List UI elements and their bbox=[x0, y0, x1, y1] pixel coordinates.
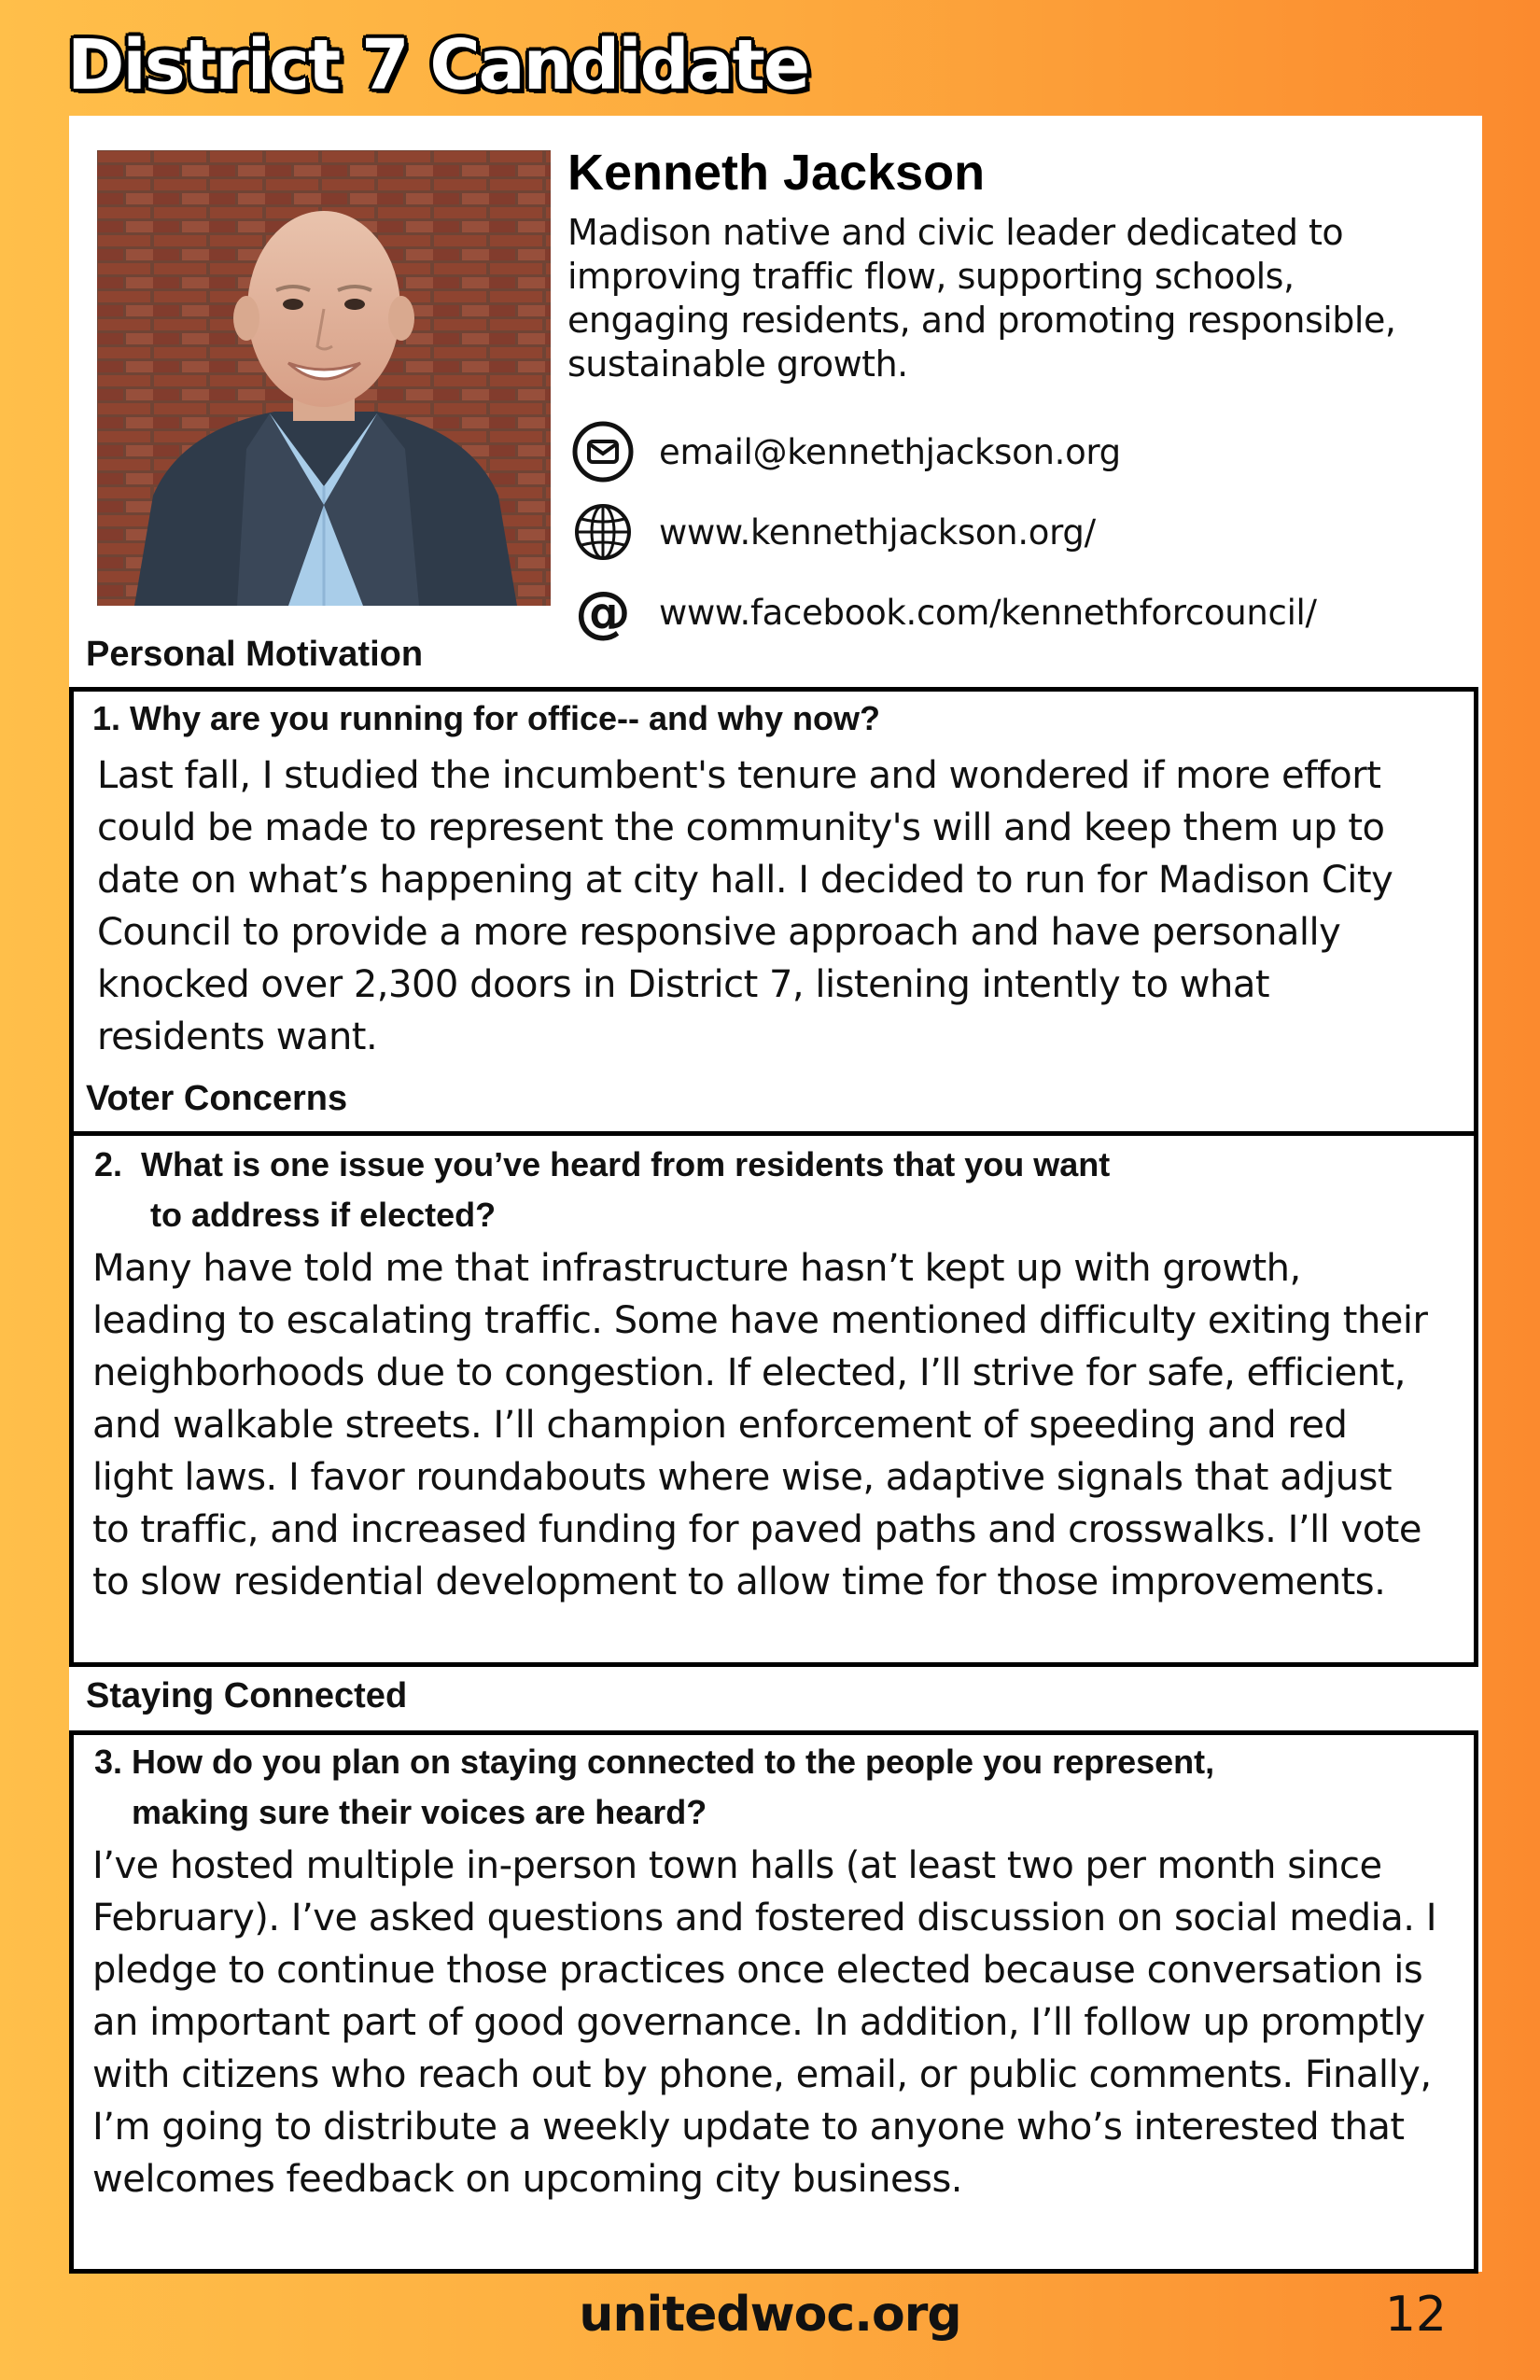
answer-line: Last fall, I studied the incumbent's tenure and wondered if more effort bbox=[97, 754, 1381, 797]
answer-line: pledge to continue those practices once elected because conversation is bbox=[92, 1949, 1423, 1992]
answer-line: residents want. bbox=[97, 1015, 378, 1058]
answer-line: welcomes feedback on upcoming city business. bbox=[92, 2158, 963, 2201]
answer-3 bbox=[92, 1840, 1436, 2205]
answer-line: light laws. I favor roundabouts where wise, adaptive signals that adjust bbox=[92, 1456, 1393, 1499]
contact-website[interactable] bbox=[569, 497, 1465, 567]
question-3 bbox=[94, 1737, 1214, 1838]
at-icon bbox=[569, 579, 637, 646]
page-number: 12 bbox=[1384, 2287, 1447, 2343]
contact-email-text[interactable]: email@kennethjackson.org bbox=[659, 431, 1121, 472]
candidate-name: Kenneth Jackson bbox=[567, 145, 986, 201]
answer-line: Many have told me that infrastructure hasn’t kept up with growth, bbox=[92, 1247, 1301, 1290]
page-title: District 7 Candidate bbox=[67, 25, 809, 105]
answer-line: to slow residential development to allow time for those improvements. bbox=[92, 1561, 1386, 1603]
svg-text:@: @ bbox=[575, 580, 631, 645]
candidate-card bbox=[69, 116, 1482, 2272]
globe-icon bbox=[569, 498, 637, 566]
bio-line: sustainable growth. bbox=[567, 343, 908, 385]
answer-line: with citizens who reach out by phone, email, or public comments. Finally, bbox=[92, 2053, 1432, 2096]
answer-line: and walkable streets. I’ll champion enforcement of speeding and red bbox=[92, 1404, 1348, 1447]
contact-facebook-text[interactable]: www.facebook.com/kennethforcouncil/ bbox=[659, 592, 1317, 633]
section-label-staying-connected: Staying Connected bbox=[86, 1676, 408, 1715]
question-line: to address if elected? bbox=[94, 1196, 497, 1234]
answer-line: an important part of good governance. In addition, I’ll follow up promptly bbox=[92, 2001, 1425, 2044]
answer-line: to traffic, and increased funding for paved paths and crosswalks. I’ll vote bbox=[92, 1508, 1421, 1551]
question-box-3 bbox=[69, 1730, 1478, 2274]
section-label-personal-motivation: Personal Motivation bbox=[86, 635, 424, 674]
answer-line: February). I’ve asked questions and fostered discussion on social media. I bbox=[92, 1897, 1437, 1939]
question-line: 1. Why are you running for office-- and why now? bbox=[92, 699, 881, 737]
answer-line: I’ve hosted multiple in-person town halls (at least two per month since bbox=[92, 1844, 1382, 1887]
question-1 bbox=[92, 693, 880, 744]
answer-2 bbox=[92, 1242, 1427, 1608]
contact-facebook[interactable] bbox=[569, 577, 1465, 648]
answer-line: could be made to represent the community's will and keep them up to bbox=[97, 806, 1385, 849]
email-icon bbox=[569, 418, 637, 485]
bio-line: improving traffic flow, supporting schools, bbox=[567, 256, 1295, 297]
bio-line: engaging residents, and promoting responsible, bbox=[567, 300, 1396, 341]
contact-website-text[interactable]: www.kennethjackson.org/ bbox=[659, 511, 1096, 553]
answer-line: leading to escalating traffic. Some have mentioned difficulty exiting their bbox=[92, 1299, 1428, 1342]
answer-line: neighborhoods due to congestion. If elected, I’ll strive for safe, efficient, bbox=[92, 1351, 1406, 1394]
contact-email[interactable] bbox=[569, 416, 1465, 487]
answer-1 bbox=[97, 749, 1393, 1063]
question-box-2 bbox=[69, 1131, 1478, 1667]
answer-line: Council to provide a more responsive approach and have personally bbox=[97, 911, 1341, 954]
footer-website[interactable]: unitedwoc.org bbox=[579, 2287, 961, 2343]
question-2 bbox=[94, 1140, 1110, 1240]
question-line: making sure their voices are heard? bbox=[94, 1793, 707, 1831]
section-label-voter-concerns: Voter Concerns bbox=[86, 1079, 348, 1118]
answer-line: I’m going to distribute a weekly update to anyone who’s interested that bbox=[92, 2106, 1405, 2149]
candidate-photo bbox=[97, 150, 551, 606]
question-line: 3. How do you plan on staying connected to the people you represent, bbox=[94, 1743, 1215, 1781]
candidate-bio bbox=[567, 211, 1463, 386]
answer-line: knocked over 2,300 doors in District 7, listening intently to what bbox=[97, 963, 1270, 1006]
question-line: 2. What is one issue you’ve heard from residents that you want bbox=[94, 1145, 1111, 1183]
answer-line: date on what’s happening at city hall. I decided to run for Madison City bbox=[97, 859, 1393, 902]
bio-line: Madison native and civic leader dedicated to bbox=[567, 212, 1344, 253]
